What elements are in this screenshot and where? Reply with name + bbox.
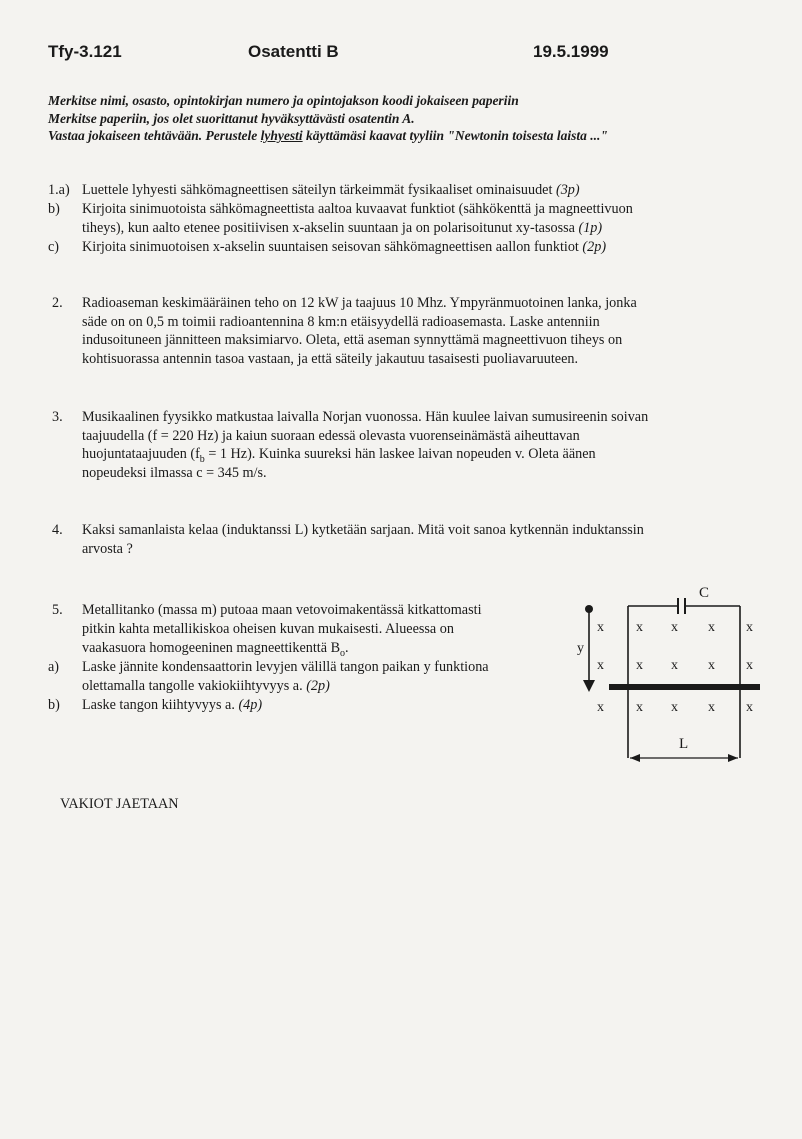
origin-dot (585, 605, 593, 613)
q3-line-2: taajuudella (f = 220 Hz) ja kaiun suoraan edessä olevasta vuorenseinämästä aiheuttavan (82, 427, 580, 444)
q5b-body: Laske tangon kiihtyvyys a. (82, 697, 235, 713)
q5b-points: (4p) (238, 697, 263, 713)
instruction-line-3-post: käyttämäsi kaavat tyyliin "Newtonin toisesta laista ..." (302, 128, 608, 143)
q1a-points: (3p) (555, 182, 580, 198)
metal-rod (609, 684, 760, 690)
q4-line-2: arvosta ? (82, 540, 133, 557)
q3-line-4: nopeudeksi ilmassa c = 345 m/s. (82, 464, 267, 481)
instruction-underlined-word: lyhyesti (260, 128, 303, 143)
instruction-line-3-pre: Vastaa jokaiseen tehtävään. Perustele (48, 128, 261, 143)
length-label: L (679, 736, 689, 752)
q2-line-3: indusoituneen jännitteen maksimiarvo. Oleta, että aseman synnyttämä magneettivuon tiheys on (82, 332, 623, 348)
course-code: Tfy-3.121 (48, 42, 122, 61)
q3-line-3-pre: huojuntataajuuden (f (82, 446, 200, 462)
field-mark: x (597, 700, 604, 715)
q5a-label: a) (48, 659, 60, 675)
capacitor-label: C (699, 585, 710, 601)
q1b-line-1: Kirjoita sinimuotoista sähkömagneettista aaltoa kuvaavat funktiot (sähkökenttä ja magneettivuon (82, 201, 633, 217)
q2-label: 2. (52, 295, 63, 311)
q3-line-1: Musikaalinen fyysikko matkustaa laivalla Norjan vuonossa. Hän kuulee laivan sumusireenin soivan (82, 409, 649, 425)
field-mark: x (636, 658, 643, 673)
q5a-points: (2p) (306, 678, 330, 694)
field-mark: x (597, 658, 604, 673)
y-label: y (577, 641, 584, 656)
length-arrow-left (630, 754, 640, 762)
q4-line-1: Kaksi samanlaista kelaa (induktanssi L) kytketään sarjaan. Mitä voit sanoa kytkennän induktanssin (82, 522, 644, 538)
field-mark: x (636, 620, 643, 635)
y-arrow-head (583, 680, 595, 692)
field-mark: x (708, 658, 715, 673)
instruction-line-1: Merkitse nimi, osasto, opintokirjan numero ja opintojakson koodi jokaiseen paperiin (48, 93, 519, 108)
q5-field-subscript: o (340, 647, 346, 659)
field-mark: x (671, 658, 678, 673)
q1a-label: 1.a) (48, 182, 70, 198)
q2-line-2: säde on on 0,5 m toimii radioantennina 8 km:n etäisyydellä radioasemasta. Laske antenniin (82, 313, 600, 330)
q5-label: 5. (52, 602, 63, 618)
field-mark: x (708, 700, 715, 715)
field-mark: x (746, 620, 753, 635)
q5-line-3-post: . (345, 640, 349, 656)
q3-beat-subscript: b (199, 453, 205, 465)
length-arrow-right (728, 754, 738, 762)
q5b-label: b) (48, 697, 60, 713)
field-mark: x (671, 620, 678, 635)
q1c-label: c) (48, 239, 60, 255)
q1b-label: b) (48, 201, 60, 217)
q3-label: 3. (52, 409, 63, 425)
q1c-body: Kirjoita sinimuotoisen x-akselin suuntaisen seisovan sähkömagneettisen aallon funktiot (82, 239, 579, 255)
q5-line-1: Metallitanko (massa m) putoaa maan vetovoimakentässä kitkattomasti (82, 602, 482, 618)
field-mark: x (708, 620, 715, 635)
q3-line-3-post: = 1 Hz). Kuinka suureksi hän laskee laivan nopeuden v. Oleta äänen (204, 446, 596, 462)
q2-line-4: kohtisuorassa antennin tasoa vastaan, ja että säteily jakautuu tasaisesti puoliavaruuteen. (82, 350, 579, 367)
field-mark: x (597, 620, 604, 635)
magnetic-field-marks (597, 620, 753, 715)
q5-line-3-pre: vaakasuora homogeeninen magneettikenttä B (82, 640, 341, 656)
q1b-line-2-body: tiheys), kun aalto etenee positiivisen x-akselin suuntaan ja on polarisoitunut xy-tasossa (82, 220, 575, 236)
q1b-points: (1p) (578, 220, 603, 236)
q1a-body: Luettele lyhyesti sähkömagneettisen säteilyn tärkeimmät fysikaaliset ominaisuudet (82, 182, 553, 198)
field-mark: x (636, 700, 643, 715)
q5-line-2: pitkin kahta metallikiskoa oheisen kuvan mukaisesti. Alueessa on (82, 621, 454, 637)
q1c-points: (2p) (582, 239, 607, 255)
field-mark: x (671, 700, 678, 715)
field-mark: x (746, 700, 753, 715)
exam-date: 19.5.1999 (533, 42, 609, 61)
constants-note: VAKIOT JAETAAN (60, 796, 179, 812)
q5a-line-1: Laske jännite kondensaattorin levyjen välillä tangon paikan y funktiona (82, 659, 489, 675)
instruction-line-2: Merkitse paperiin, jos olet suorittanut hyväksyttävästi osatentin A. (48, 110, 415, 126)
q5a-line-2-body: olettamalla tangolle vakiokiihtyvyys a. (82, 678, 303, 694)
exam-title: Osatentti B (248, 42, 339, 61)
field-mark: x (746, 658, 753, 673)
q4-label: 4. (52, 522, 63, 538)
q2-line-1: Radioaseman keskimääräinen teho on 12 kW ja taajuus 10 Mhz. Ympyränmuotoinen lanka, jonka (82, 295, 637, 311)
